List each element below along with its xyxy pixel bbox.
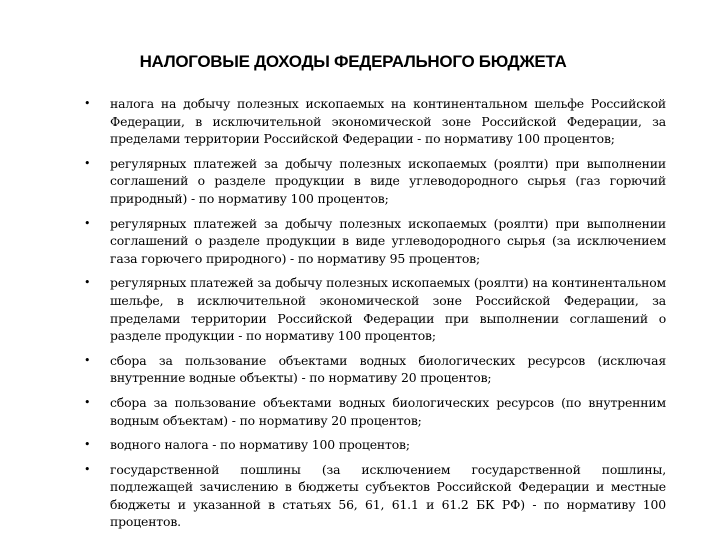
list-item	[84, 95, 666, 148]
bullet-icon: •	[84, 462, 91, 476]
list-item	[84, 436, 666, 454]
list-item-text: государственной пошлины (за исключением государственной пошлины, подлежащей зачислению в бюджеты субъектов Российской Федерации и местные бюджеты и указанной в статьях 56, 61, 61.1 и 61.2 БК РФ) - по нормативу 100 процентов.	[110, 461, 666, 530]
list-item	[84, 352, 666, 387]
bullet-icon: •	[84, 438, 91, 452]
list-item	[84, 274, 666, 344]
list-item	[84, 215, 666, 268]
bullet-icon: •	[84, 156, 91, 170]
list-item-text: сбора за пользование объектами водных биологических ресурсов (по внутренним водным объектам) - по нормативу 20 процентов;	[110, 394, 666, 428]
list-item-text: водного налога - по нормативу 100 процентов;	[110, 437, 410, 453]
list-item-text: регулярных платежей за добычу полезных ископаемых (роялти) при выполнении соглашений о разделе продукции в виде углеводородного сырья (газ горючий природный) - по нормативу 100 процентов;	[110, 155, 666, 206]
bullet-icon: •	[84, 353, 91, 367]
list-item	[84, 394, 666, 429]
bullet-icon: •	[84, 395, 91, 409]
list-item-text: налога на добычу полезных ископаемых на континентальном шельфе Российской Федерации, в исключительной экономической зоне Российской Федерации, за пределами территории Российской Федерации - по нормативу 100 процентов;	[110, 96, 666, 147]
bullet-icon: •	[84, 216, 91, 230]
list-item	[84, 461, 666, 531]
list-item-text: регулярных платежей за добычу полезных ископаемых (роялти) на континентальном шельфе, в исключительной экономической зоне Российской Федерации, за пределами территории Российской Федерации при выполнении соглашений о разделе продукции - по нормативу 100 процентов;	[110, 275, 666, 344]
list-item-text: сбора за пользование объектами водных биологических ресурсов (исключая внутренние водные объекты) - по нормативу 20 процентов;	[110, 352, 666, 386]
bullet-icon: •	[84, 97, 91, 110]
list-item	[84, 155, 666, 208]
slide-title: НАЛОГОВЫЕ ДОХОДЫ ФЕДЕРАЛЬНОГО БЮДЖЕТА	[139, 52, 567, 71]
bullet-icon: •	[84, 276, 91, 290]
bullet-list	[84, 95, 666, 538]
list-item-text: регулярных платежей за добычу полезных ископаемых (роялти) при выполнении соглашений о разделе продукции в виде углеводородного сырья (за исключением газа горючего природного) - по нормативу 95 процентов;	[110, 215, 666, 266]
